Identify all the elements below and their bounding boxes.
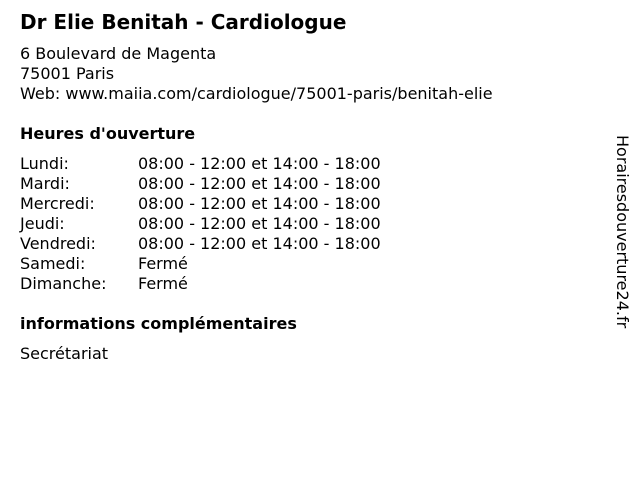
hours-time: Fermé — [138, 274, 188, 293]
hours-time: 08:00 - 12:00 et 14:00 - 18:00 — [138, 214, 381, 233]
page-title: Dr Elie Benitah - Cardiologue — [20, 10, 347, 34]
opening-hours-heading: Heures d'ouverture — [20, 124, 196, 143]
hours-day: Dimanche: — [20, 274, 107, 293]
site-watermark — [612, 135, 632, 345]
hours-day: Jeudi: — [20, 214, 65, 233]
watermark-text: Horairesdouverture24.fr — [613, 135, 632, 329]
hours-day: Samedi: — [20, 254, 86, 273]
additional-info-text: Secrétariat — [20, 344, 109, 363]
address-web: Web: www.maiia.com/cardiologue/75001-paris/benitah-elie — [20, 84, 493, 103]
additional-info-heading: informations complémentaires — [20, 314, 297, 333]
hours-time: 08:00 - 12:00 et 14:00 - 18:00 — [138, 154, 381, 173]
hours-time: Fermé — [138, 254, 188, 273]
hours-time: 08:00 - 12:00 et 14:00 - 18:00 — [138, 174, 381, 193]
address-street: 6 Boulevard de Magenta — [20, 44, 217, 63]
hours-time: 08:00 - 12:00 et 14:00 - 18:00 — [138, 234, 381, 253]
address-block — [20, 44, 493, 104]
hours-day: Mercredi: — [20, 194, 95, 213]
hours-time: 08:00 - 12:00 et 14:00 - 18:00 — [138, 194, 381, 213]
hours-day: Lundi: — [20, 154, 69, 173]
hours-day: Vendredi: — [20, 234, 96, 253]
address-city: 75001 Paris — [20, 64, 115, 83]
hours-day: Mardi: — [20, 174, 70, 193]
